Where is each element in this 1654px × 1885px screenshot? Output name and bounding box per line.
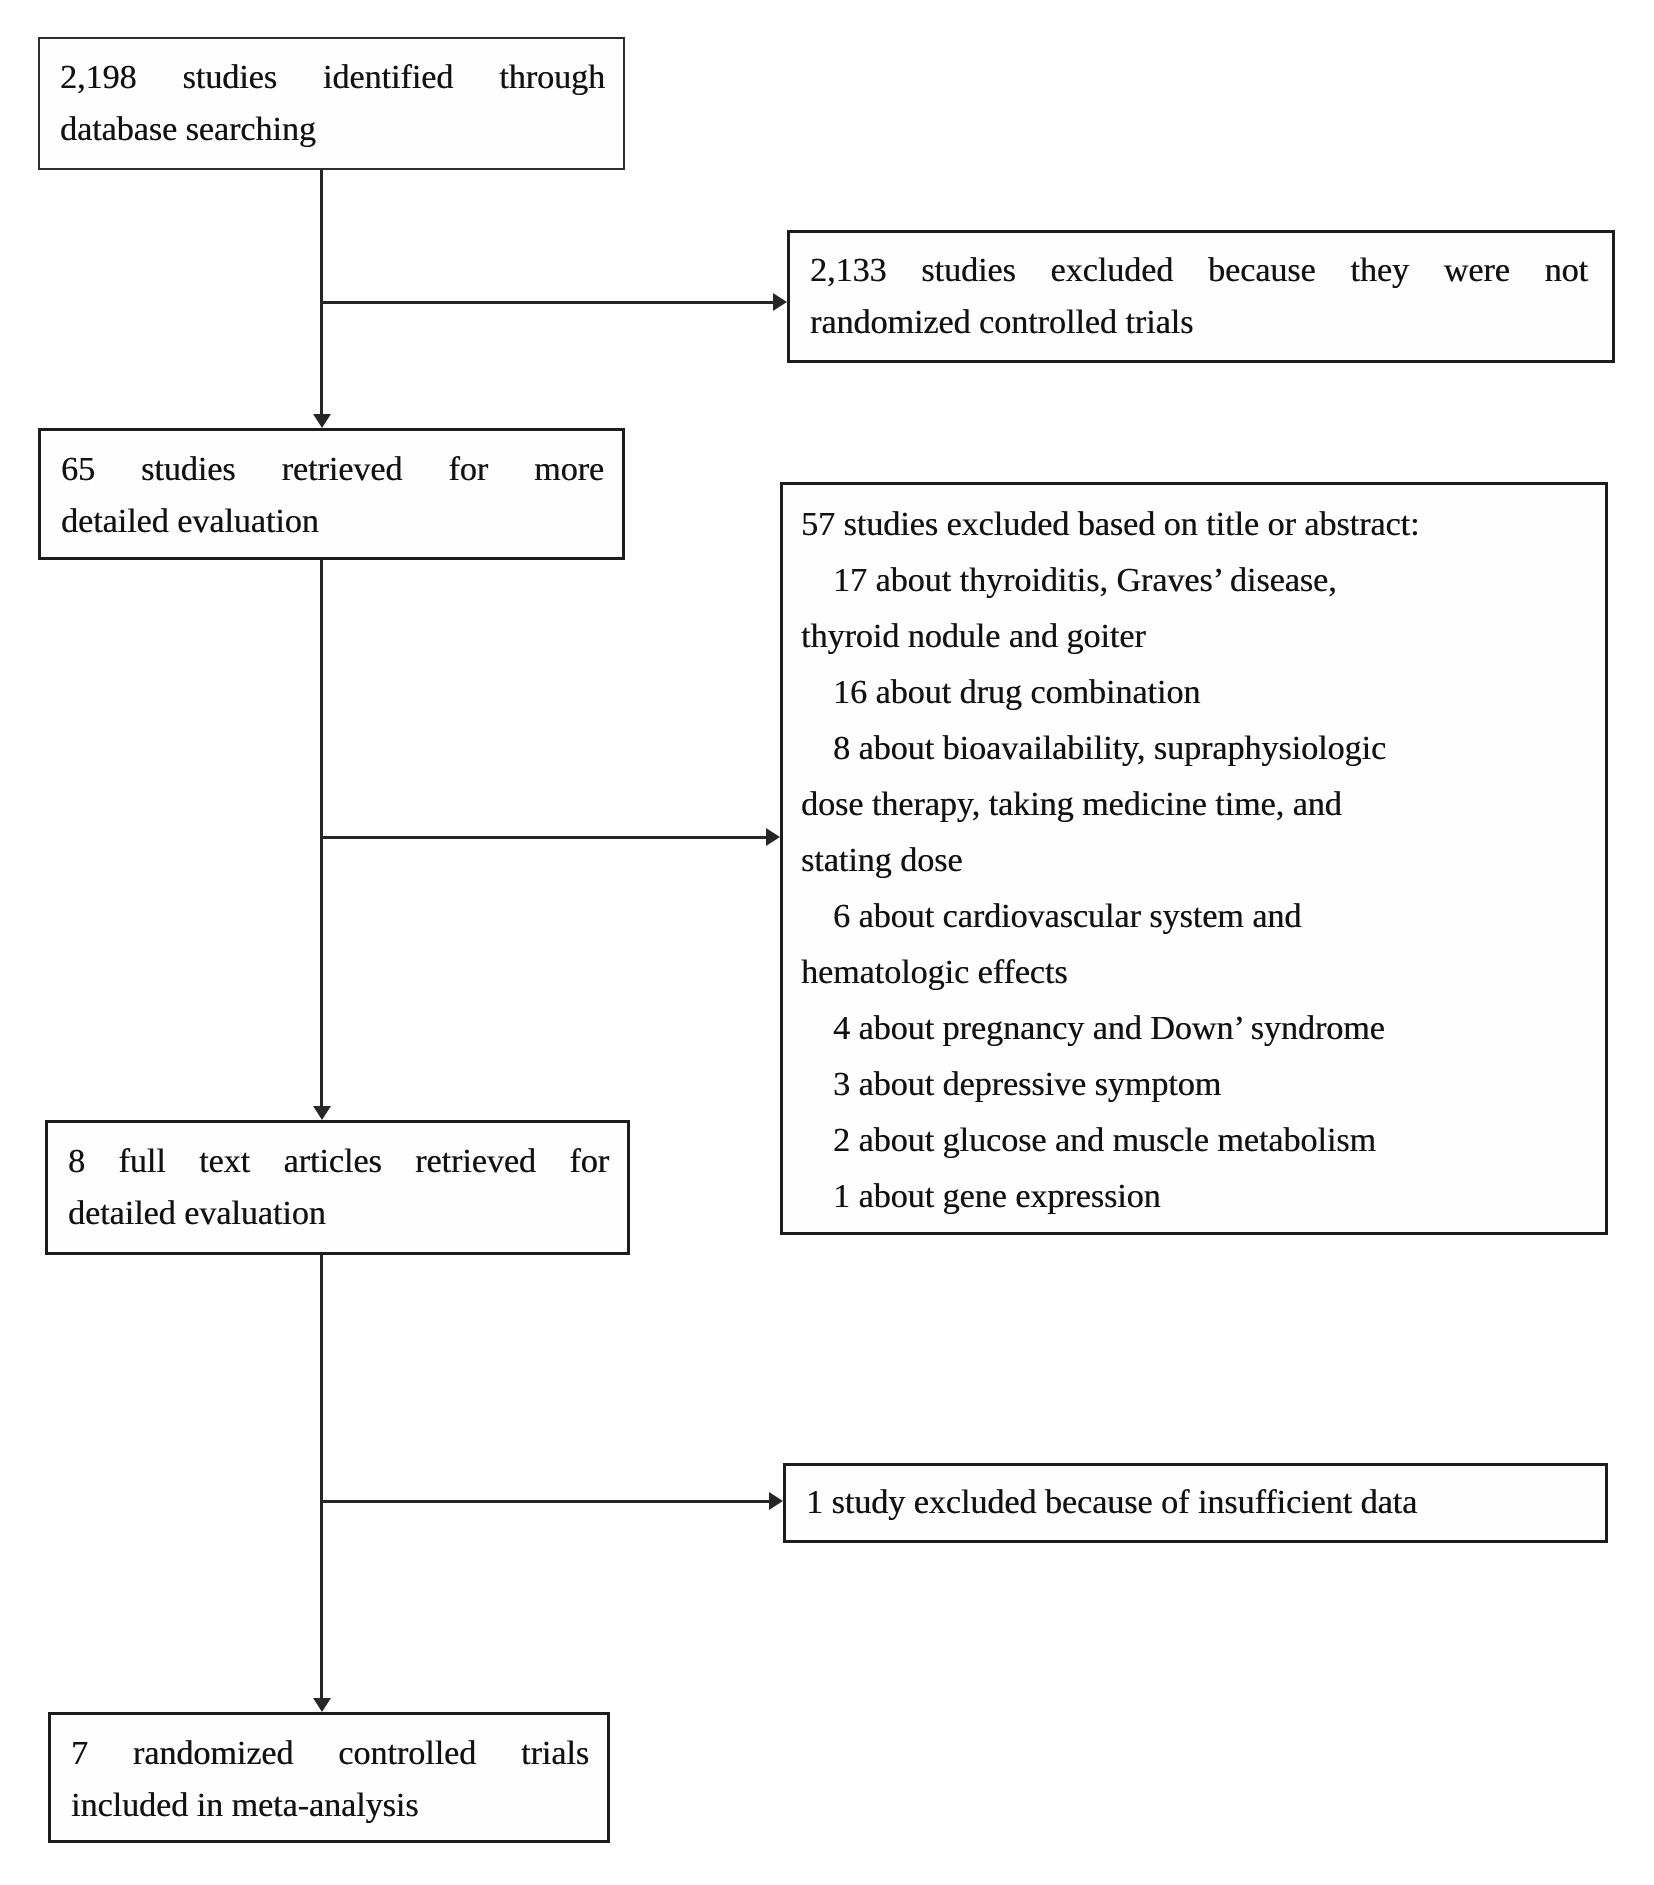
excluded-not-rct-box bbox=[787, 230, 1615, 363]
excluded-title-abstract-box bbox=[780, 482, 1608, 1235]
exclusion-reason-item: 16 about drug combination bbox=[833, 674, 1201, 711]
connector-full-text-to-included bbox=[320, 1255, 323, 1700]
exclusion-reason-item: 2 about glucose and muscle metabolism bbox=[833, 1122, 1376, 1159]
full-text-line-1: 8 full text articles retrieved for bbox=[68, 1143, 609, 1180]
retrieved-line-2: detailed evaluation bbox=[61, 503, 319, 540]
full-text-line-2: detailed evaluation bbox=[68, 1195, 326, 1232]
arrowhead-right-excluded-not-rct bbox=[773, 293, 787, 311]
arrowhead-right-excluded-title-abstract bbox=[766, 828, 780, 846]
retrieved-box bbox=[38, 428, 625, 560]
exclusion-reason-item: 4 about pregnancy and Down’ syndrome bbox=[833, 1010, 1385, 1047]
included-box bbox=[48, 1712, 610, 1843]
exclusion-reason-header: 57 studies excluded based on title or abstract: bbox=[801, 506, 1420, 543]
connector-retrieved-to-full-text bbox=[320, 560, 323, 1108]
arrowhead-down-full-text bbox=[313, 1106, 331, 1120]
excluded-not-rct-line-1: 2,133 studies excluded because they were not bbox=[810, 252, 1588, 289]
exclusion-reason-item: 8 about bioavailability, supraphysiologic bbox=[833, 730, 1387, 767]
identified-line-1: 2,198 studies identified through bbox=[60, 59, 605, 96]
exclusion-reason-item: 6 about cardiovascular system and bbox=[833, 898, 1302, 935]
arrowhead-down-retrieved bbox=[313, 414, 331, 428]
exclusion-reason-cont: hematologic effects bbox=[801, 954, 1068, 991]
full-text-box bbox=[45, 1120, 630, 1255]
excluded-not-rct-line-2: randomized controlled trials bbox=[810, 304, 1194, 341]
connector-branch-excluded-title-abstract bbox=[322, 836, 766, 839]
connector-branch-excluded-insufficient bbox=[322, 1500, 769, 1503]
exclusion-reason-cont: dose therapy, taking medicine time, and bbox=[801, 786, 1342, 823]
included-line-2: included in meta-analysis bbox=[71, 1787, 419, 1824]
connector-branch-excluded-not-rct bbox=[322, 301, 773, 304]
identified-box bbox=[38, 37, 625, 170]
retrieved-line-1: 65 studies retrieved for more bbox=[61, 451, 604, 488]
exclusion-reason-item: 17 about thyroiditis, Graves’ disease, bbox=[833, 562, 1337, 599]
arrowhead-down-included bbox=[313, 1698, 331, 1712]
identified-line-2: database searching bbox=[60, 111, 316, 148]
excluded-insufficient-line: 1 study excluded because of insufficient data bbox=[806, 1484, 1418, 1521]
connector-identified-to-retrieved bbox=[320, 170, 323, 416]
exclusion-reason-item: 3 about depressive symptom bbox=[833, 1066, 1222, 1103]
included-line-1: 7 randomized controlled trials bbox=[71, 1735, 589, 1772]
excluded-insufficient-box bbox=[783, 1463, 1608, 1543]
exclusion-reason-item: 1 about gene expression bbox=[833, 1178, 1161, 1215]
exclusion-reason-cont: stating dose bbox=[801, 842, 963, 879]
arrowhead-right-excluded-insufficient bbox=[769, 1492, 783, 1510]
exclusion-reason-cont: thyroid nodule and goiter bbox=[801, 618, 1146, 655]
